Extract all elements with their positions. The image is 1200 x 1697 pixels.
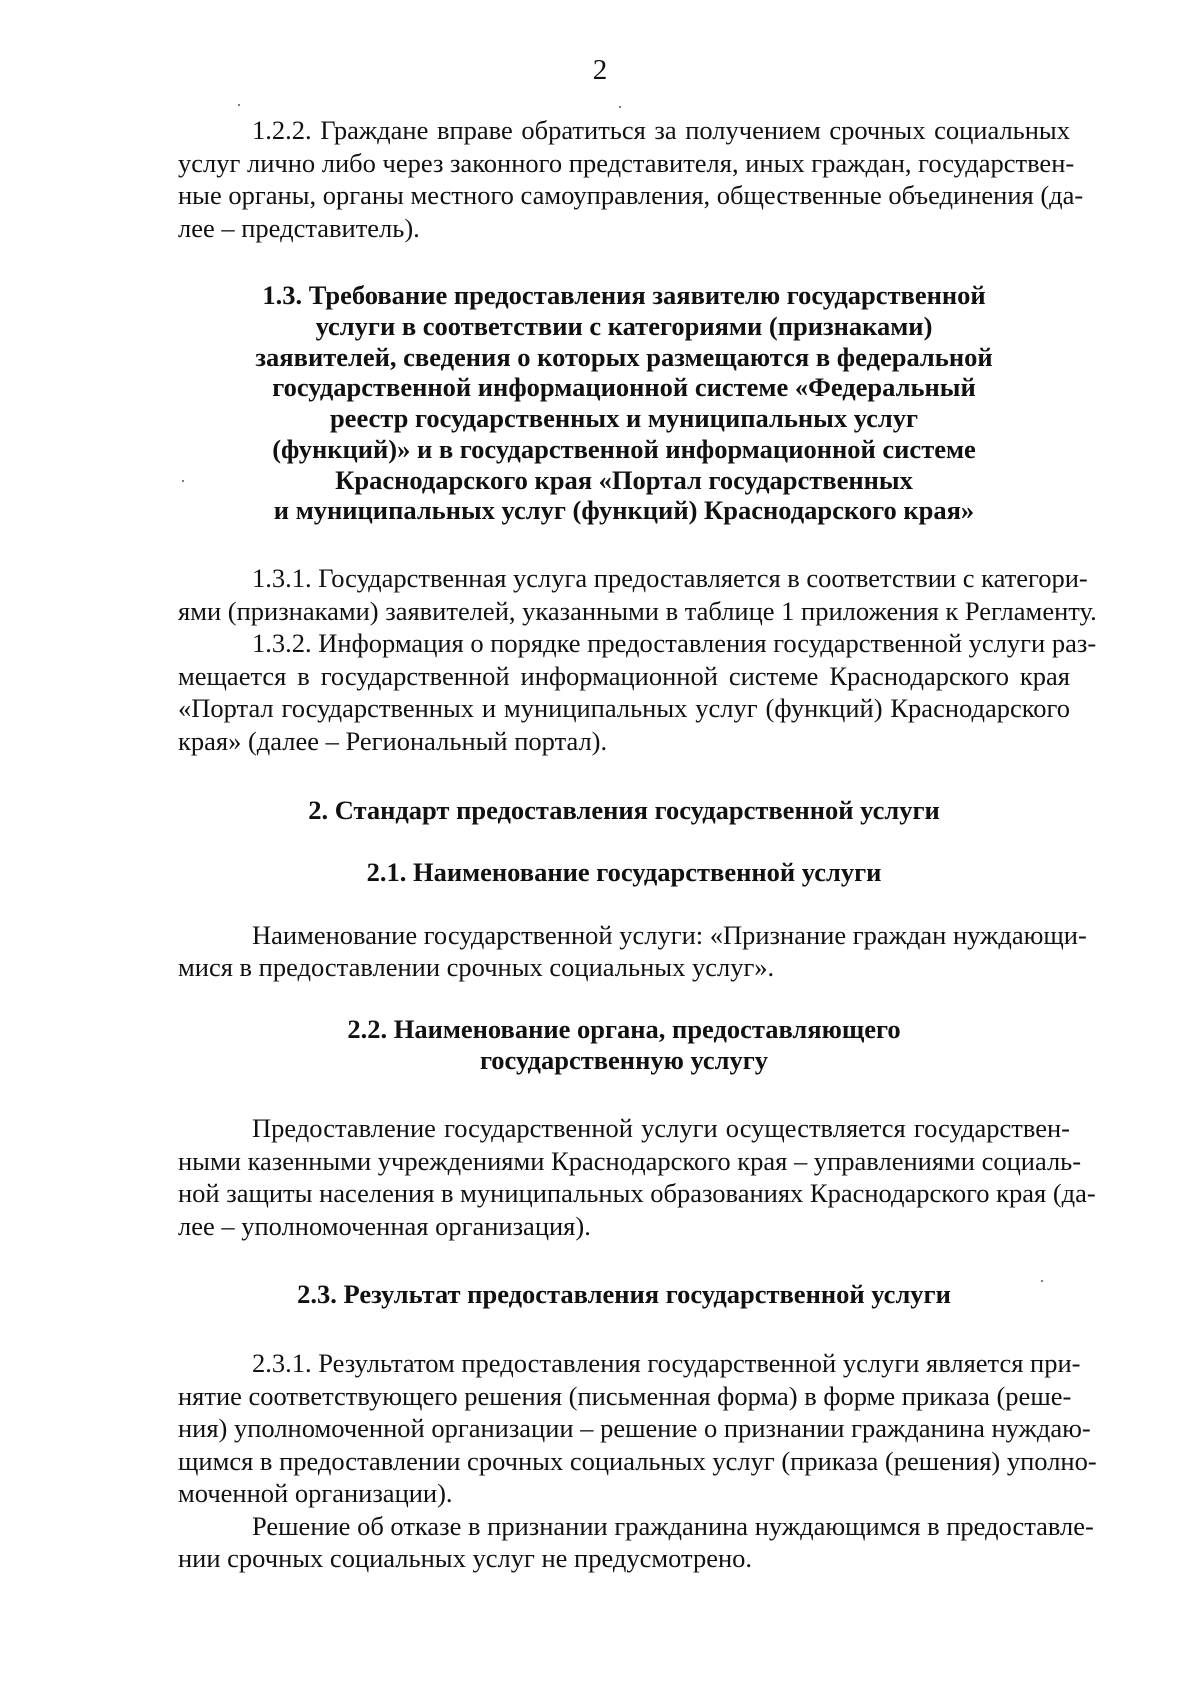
text-line: 1.3.2. Информация о порядке предоставления государственной услуги раз- xyxy=(252,628,1097,659)
heading-line: (функций)» и в государственной информационной системе xyxy=(272,433,976,464)
text-line: мися в предоставлении срочных социальных услуг». xyxy=(178,952,775,983)
text-line: Наименование государственной услуги: «Признание граждан нуждающи- xyxy=(252,919,1087,950)
heading-line: 2.2. Наименование органа, предоставляющего xyxy=(347,1013,901,1044)
paragraph-2-3-2 xyxy=(178,1510,1094,1575)
heading-line: государственную услугу xyxy=(479,1044,769,1075)
scan-speck xyxy=(1041,1280,1043,1282)
text-line: ной защиты населения в муниципальных образованиях Краснодарского края (да- xyxy=(178,1178,1096,1209)
text-line: лее – уполномоченная организация). xyxy=(178,1210,591,1241)
heading-line: 2.3. Результат предоставления государственной услуги xyxy=(297,1279,951,1310)
heading-line: 1.3. Требование предоставления заявителю государственной xyxy=(262,280,986,311)
text-line: Решение об отказе в признании гражданина нуждающимся в предоставле- xyxy=(252,1510,1094,1541)
heading-line: услуги в соответствии с категориями (признаками) xyxy=(315,311,933,342)
scan-speck xyxy=(238,104,240,106)
text-line: «Портал государственных и муниципальных услуг (функций) Краснодарского xyxy=(178,693,1070,724)
scan-speck xyxy=(619,106,621,108)
heading-line: и муниципальных услуг (функций) Краснодарского края» xyxy=(273,495,975,526)
paragraph-2-2 xyxy=(178,1112,1096,1242)
heading-line: заявителей, сведения о которых размещаются в федеральной xyxy=(255,341,993,372)
text-line: ными казенными учреждениями Краснодарского края – управлениями социаль- xyxy=(178,1145,1082,1176)
heading-line: реестр государственных и муниципальных услуг xyxy=(329,403,919,434)
text-line: лее – представитель). xyxy=(178,212,420,243)
heading-2-2 xyxy=(178,1014,1070,1076)
text-line: мещается в государственной информационной системе Краснодарского края xyxy=(178,660,1070,691)
paragraph-2-1 xyxy=(178,919,1087,984)
text-line: щимся в предоставлении срочных социальных услуг (приказа (решения) уполно- xyxy=(178,1445,1097,1476)
text-line: услуг лично либо через законного представителя, иных граждан, государствен- xyxy=(178,147,1075,178)
paragraph-1-2-2 xyxy=(178,114,1084,244)
text-line: 2.3.1. Результатом предоставления государственной услуги является при- xyxy=(252,1347,1081,1378)
text-line: ями (признаками) заявителей, указанными в таблице 1 приложения к Регламенту. xyxy=(178,595,1097,626)
text-line: 1.3.1. Государственная услуга предоставляется в соответствии с категори- xyxy=(252,563,1088,593)
scan-speck xyxy=(182,480,184,482)
heading-1-3 xyxy=(178,280,1070,526)
heading-line: 2. Стандарт предоставления государственной услуги xyxy=(308,794,940,825)
heading-2 xyxy=(178,794,1070,827)
text-line: 1.2.2. Граждане вправе обратиться за получением срочных социальных xyxy=(252,115,1070,145)
heading-line: Краснодарского края «Портал государственных xyxy=(335,464,913,495)
text-line: края» (далее – Региональный портал). xyxy=(178,725,608,756)
text-line: моченной организации). xyxy=(178,1478,453,1509)
document-body xyxy=(178,114,1097,1575)
paragraph-1-3-1 xyxy=(178,562,1097,627)
page-number: 2 xyxy=(592,54,608,86)
text-line: Предоставление государственной услуги осуществляется государствен- xyxy=(252,1112,1070,1143)
paragraph-1-3-2 xyxy=(178,627,1097,757)
text-line: нии срочных социальных услуг не предусмотрено. xyxy=(178,1543,753,1574)
heading-2-1 xyxy=(178,856,1070,889)
heading-line: государственной информационной системе «Федеральный xyxy=(272,372,976,403)
text-line: ния) уполномоченной организации – решение о признании гражданина нуждаю- xyxy=(178,1413,1091,1444)
paragraph-2-3-1 xyxy=(178,1347,1097,1510)
heading-2-3 xyxy=(178,1278,1070,1311)
heading-line: 2.1. Наименование государственной услуги xyxy=(366,857,882,888)
text-line: нятие соответствующего решения (письменная форма) в форме приказа (реше- xyxy=(178,1380,1072,1411)
text-line: ные органы, органы местного самоуправления, общественные объединения (да- xyxy=(178,180,1084,211)
